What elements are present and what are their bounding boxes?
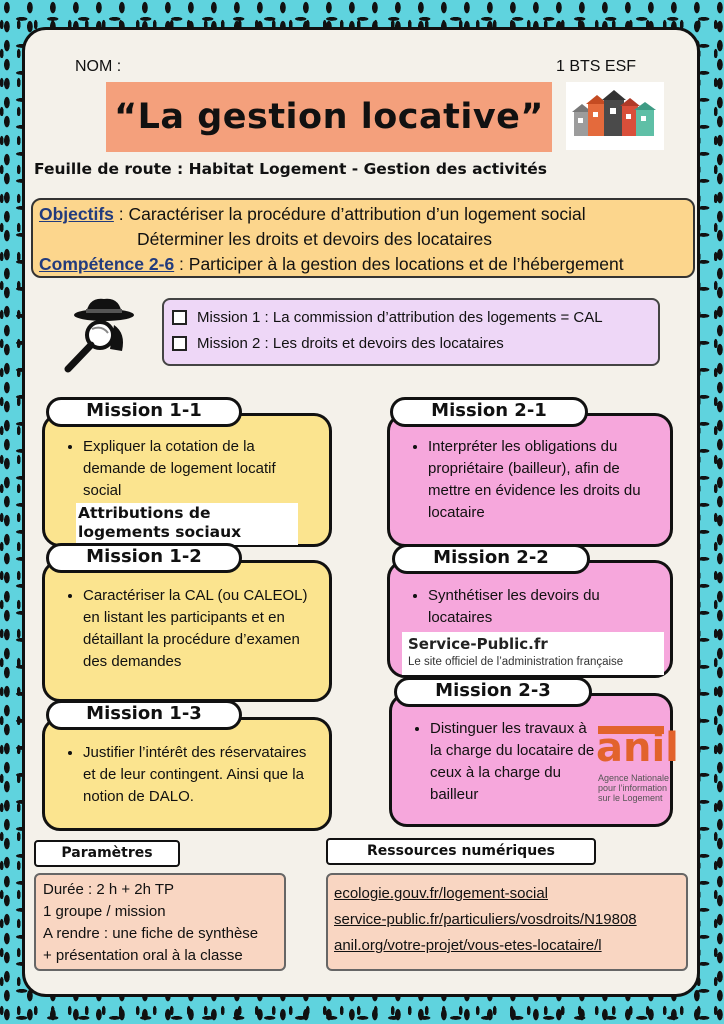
mission-1-3-text: • Justifier l’intérêt des réservataires et de leur contingent. Ainsi que la notion de DALO. bbox=[83, 742, 319, 808]
mission-2-2-title: Mission 2-2 bbox=[392, 544, 590, 574]
ressource-link-ecologie[interactable]: ecologie.gouv.fr/logement-social bbox=[334, 885, 549, 902]
service-public-logo-subtitle: Le site officiel de l’administration française bbox=[408, 656, 624, 668]
houses-logo-icon bbox=[566, 82, 664, 150]
attributions-resource-logo: Attributions de logements sociaux bbox=[76, 503, 298, 545]
mission-1-label: Mission 1 : La commission d’attribution des logements = CAL bbox=[197, 309, 603, 326]
ressource-link-service-public[interactable]: service-public.fr/particuliers/vosdroits/N19808 bbox=[334, 911, 637, 928]
mission-2-3-title: Mission 2-3 bbox=[394, 677, 592, 707]
mission-1-3-card bbox=[42, 717, 332, 831]
mission-1-row[interactable] bbox=[172, 309, 603, 326]
parametres-line-2: 1 groupe / mission bbox=[43, 903, 166, 920]
mission-1-1-title: Mission 1-1 bbox=[46, 397, 242, 427]
mission-2-checkbox[interactable] bbox=[172, 336, 187, 351]
competence-text: Participer à la gestion des locations et de l’hébergement bbox=[188, 254, 624, 274]
objectives-label: Objectifs bbox=[39, 204, 114, 224]
mission-2-1-card bbox=[387, 413, 673, 547]
mission-2-row[interactable] bbox=[172, 335, 504, 352]
competence-label: Compétence 2-6 bbox=[39, 254, 175, 274]
parametres-line-1: Durée : 2 h + 2h TP bbox=[43, 881, 175, 898]
page-title: “La gestion locative” bbox=[114, 97, 544, 137]
mission-1-2-text: • Caractériser la CAL (ou CALEOL) en listant les participants et en détaillant la procédure d’examen des demandes bbox=[83, 585, 315, 673]
mission-1-checkbox[interactable] bbox=[172, 310, 187, 325]
mission-1-3-title: Mission 1-3 bbox=[46, 700, 242, 730]
title-banner bbox=[106, 82, 552, 152]
parametres-line-4: + présentation oral à la classe bbox=[43, 947, 243, 964]
objective-1: Caractériser la procédure d’attribution d’un logement social bbox=[128, 204, 586, 224]
mission-1-1-text: • Expliquer la cotation de la demande de logement locatif social bbox=[83, 436, 311, 502]
ressources-panel bbox=[326, 873, 688, 971]
detective-magnifier-icon bbox=[62, 295, 140, 375]
parametres-panel bbox=[34, 873, 286, 971]
anil-logo bbox=[592, 724, 679, 808]
mission-1-2-card bbox=[42, 560, 332, 702]
mission-2-1-text: • Interpréter les obligations du propriétaire (bailleur), afin de mettre en évidence les droits du locataire bbox=[428, 436, 662, 524]
missions-checklist bbox=[162, 298, 660, 366]
service-public-logo-title: Service-Public.fr bbox=[408, 635, 548, 653]
mission-2-2-text: • Synthétiser les devoirs du locataires bbox=[428, 585, 642, 629]
parametres-line-3: A rendre : une fiche de synthèse bbox=[43, 925, 259, 942]
anil-logo-name: anil bbox=[596, 725, 679, 771]
mission-2-label: Mission 2 : Les droits et devoirs des locataires bbox=[197, 335, 504, 352]
service-public-logo bbox=[402, 632, 664, 675]
anil-logo-sub-1: Agence Nationale bbox=[598, 773, 670, 783]
anil-logo-sub-3: sur le Logement bbox=[598, 793, 663, 803]
class-label: 1 BTS ESF bbox=[556, 58, 637, 75]
objectives-box: Objectifs : Caractériser la procédure d’attribution d’un logement social Déterminer les droits et devoirs des locataires Compétence 2-6 : Participer à la gestion des locations et de l’hébergement bbox=[31, 198, 695, 278]
mission-2-3-text: • Distinguer les travaux à la charge du locataire de ceux à la charge du bailleur bbox=[430, 718, 602, 806]
parametres-label: Paramètres bbox=[34, 840, 180, 867]
ressource-link-anil[interactable]: anil.org/votre-projet/vous-etes-locataire/l bbox=[334, 937, 602, 954]
roadmap-subtitle: Feuille de route : Habitat Logement - Gestion des activités bbox=[34, 160, 548, 178]
objective-2: Déterminer les droits et devoirs des locataires bbox=[137, 229, 493, 249]
anil-logo-sub-2: pour l’information bbox=[598, 783, 668, 793]
ressources-label: Ressources numériques bbox=[326, 838, 596, 865]
mission-2-1-title: Mission 2-1 bbox=[390, 397, 588, 427]
name-label: NOM : bbox=[75, 58, 122, 75]
mission-1-2-title: Mission 1-2 bbox=[46, 543, 242, 573]
